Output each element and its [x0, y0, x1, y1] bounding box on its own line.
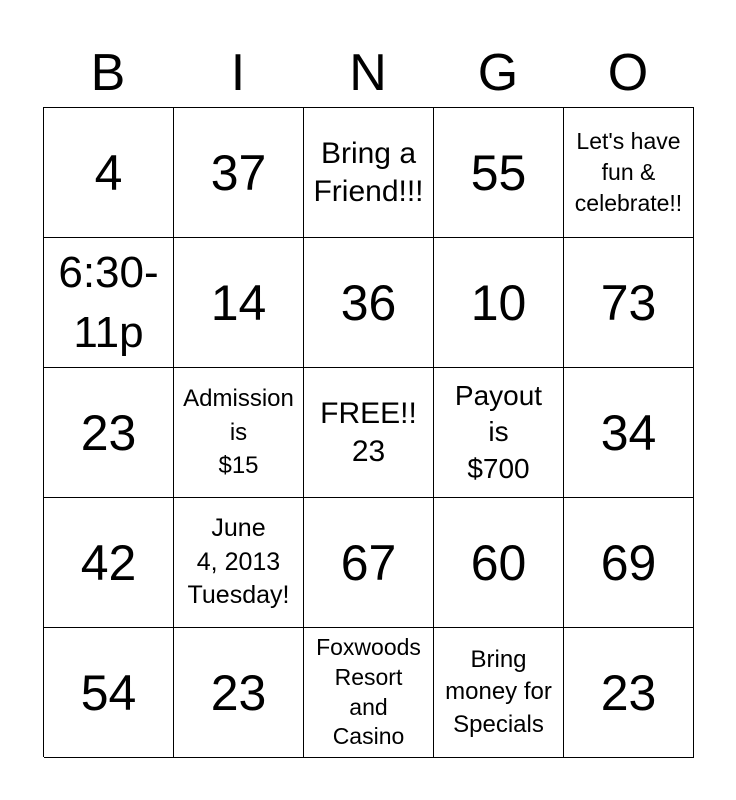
- bingo-cell-r4-c3[interactable]: [304, 498, 434, 628]
- bingo-cell-r5-c1[interactable]: [44, 628, 174, 758]
- bingo-cell-r5-c2[interactable]: [174, 628, 304, 758]
- header-letter-b: B: [90, 44, 126, 102]
- cell-text: 23: [80, 404, 137, 461]
- bingo-cell-r1-c5[interactable]: [564, 108, 694, 238]
- bingo-cell-r1-c4[interactable]: [434, 108, 564, 238]
- cell-text: 42: [80, 534, 137, 591]
- bingo-cell-r3-c4[interactable]: [434, 368, 564, 498]
- bingo-cell-r4-c1[interactable]: [44, 498, 174, 628]
- cell-text: 23: [210, 664, 267, 721]
- bingo-cell-r4-c4[interactable]: [434, 498, 564, 628]
- bingo-cell-r1-c1[interactable]: [44, 108, 174, 238]
- cell-text: June 4, 2013 Tuesday!: [187, 513, 290, 610]
- cell-text: 55: [470, 144, 527, 201]
- bingo-cell-r2-c1[interactable]: [44, 238, 174, 368]
- bingo-header: [43, 40, 693, 106]
- bingo-cell-r4-c2[interactable]: [174, 498, 304, 628]
- header-letter-o: O: [607, 44, 649, 102]
- cell-text: Bring money for Specials: [445, 645, 552, 738]
- header-letter-g: G: [477, 44, 519, 102]
- cell-text: 14: [210, 274, 267, 331]
- bingo-board: [43, 107, 694, 757]
- header-letter-n: N: [349, 44, 387, 102]
- bingo-cell-r2-c2[interactable]: [174, 238, 304, 368]
- cell-text: 4: [94, 144, 123, 201]
- cell-text: Bring a Friend!!!: [313, 137, 424, 208]
- cell-text: 73: [600, 274, 657, 331]
- cell-text: 67: [340, 534, 397, 591]
- bingo-cell-r5-c5[interactable]: [564, 628, 694, 758]
- cell-text: Foxwoods Resort and Casino: [316, 633, 421, 750]
- cell-text: Let's have fun & celebrate!!: [574, 127, 683, 217]
- cell-text: 60: [470, 534, 527, 591]
- cell-text: Admission is $15: [183, 385, 294, 480]
- cell-text: 54: [80, 664, 137, 721]
- bingo-cell-r2-c4[interactable]: [434, 238, 564, 368]
- bingo-cell-r3-c2[interactable]: [174, 368, 304, 498]
- bingo-cell-r2-c3[interactable]: [304, 238, 434, 368]
- bingo-cell-r4-c5[interactable]: [564, 498, 694, 628]
- bingo-cell-r5-c4[interactable]: [434, 628, 564, 758]
- bingo-cell-r1-c2[interactable]: [174, 108, 304, 238]
- bingo-cell-r1-c3[interactable]: [304, 108, 434, 238]
- cell-text: FREE!! 23: [320, 397, 417, 468]
- bingo-cell-r2-c5[interactable]: [564, 238, 694, 368]
- header-letter-i: I: [230, 44, 246, 102]
- cell-text: 69: [600, 534, 657, 591]
- cell-text: 10: [470, 274, 527, 331]
- bingo-cell-r3-c5[interactable]: [564, 368, 694, 498]
- cell-text: Payout is $700: [454, 379, 543, 484]
- cell-text: 34: [600, 404, 657, 461]
- bingo-cell-r3-c3[interactable]: [304, 368, 434, 498]
- bingo-cell-r3-c1[interactable]: [44, 368, 174, 498]
- cell-text: 37: [210, 144, 267, 201]
- cell-text: 36: [340, 274, 397, 331]
- bingo-cell-r5-c3[interactable]: [304, 628, 434, 758]
- cell-text: 23: [600, 664, 657, 721]
- cell-text: 6:30- 11p: [58, 248, 159, 357]
